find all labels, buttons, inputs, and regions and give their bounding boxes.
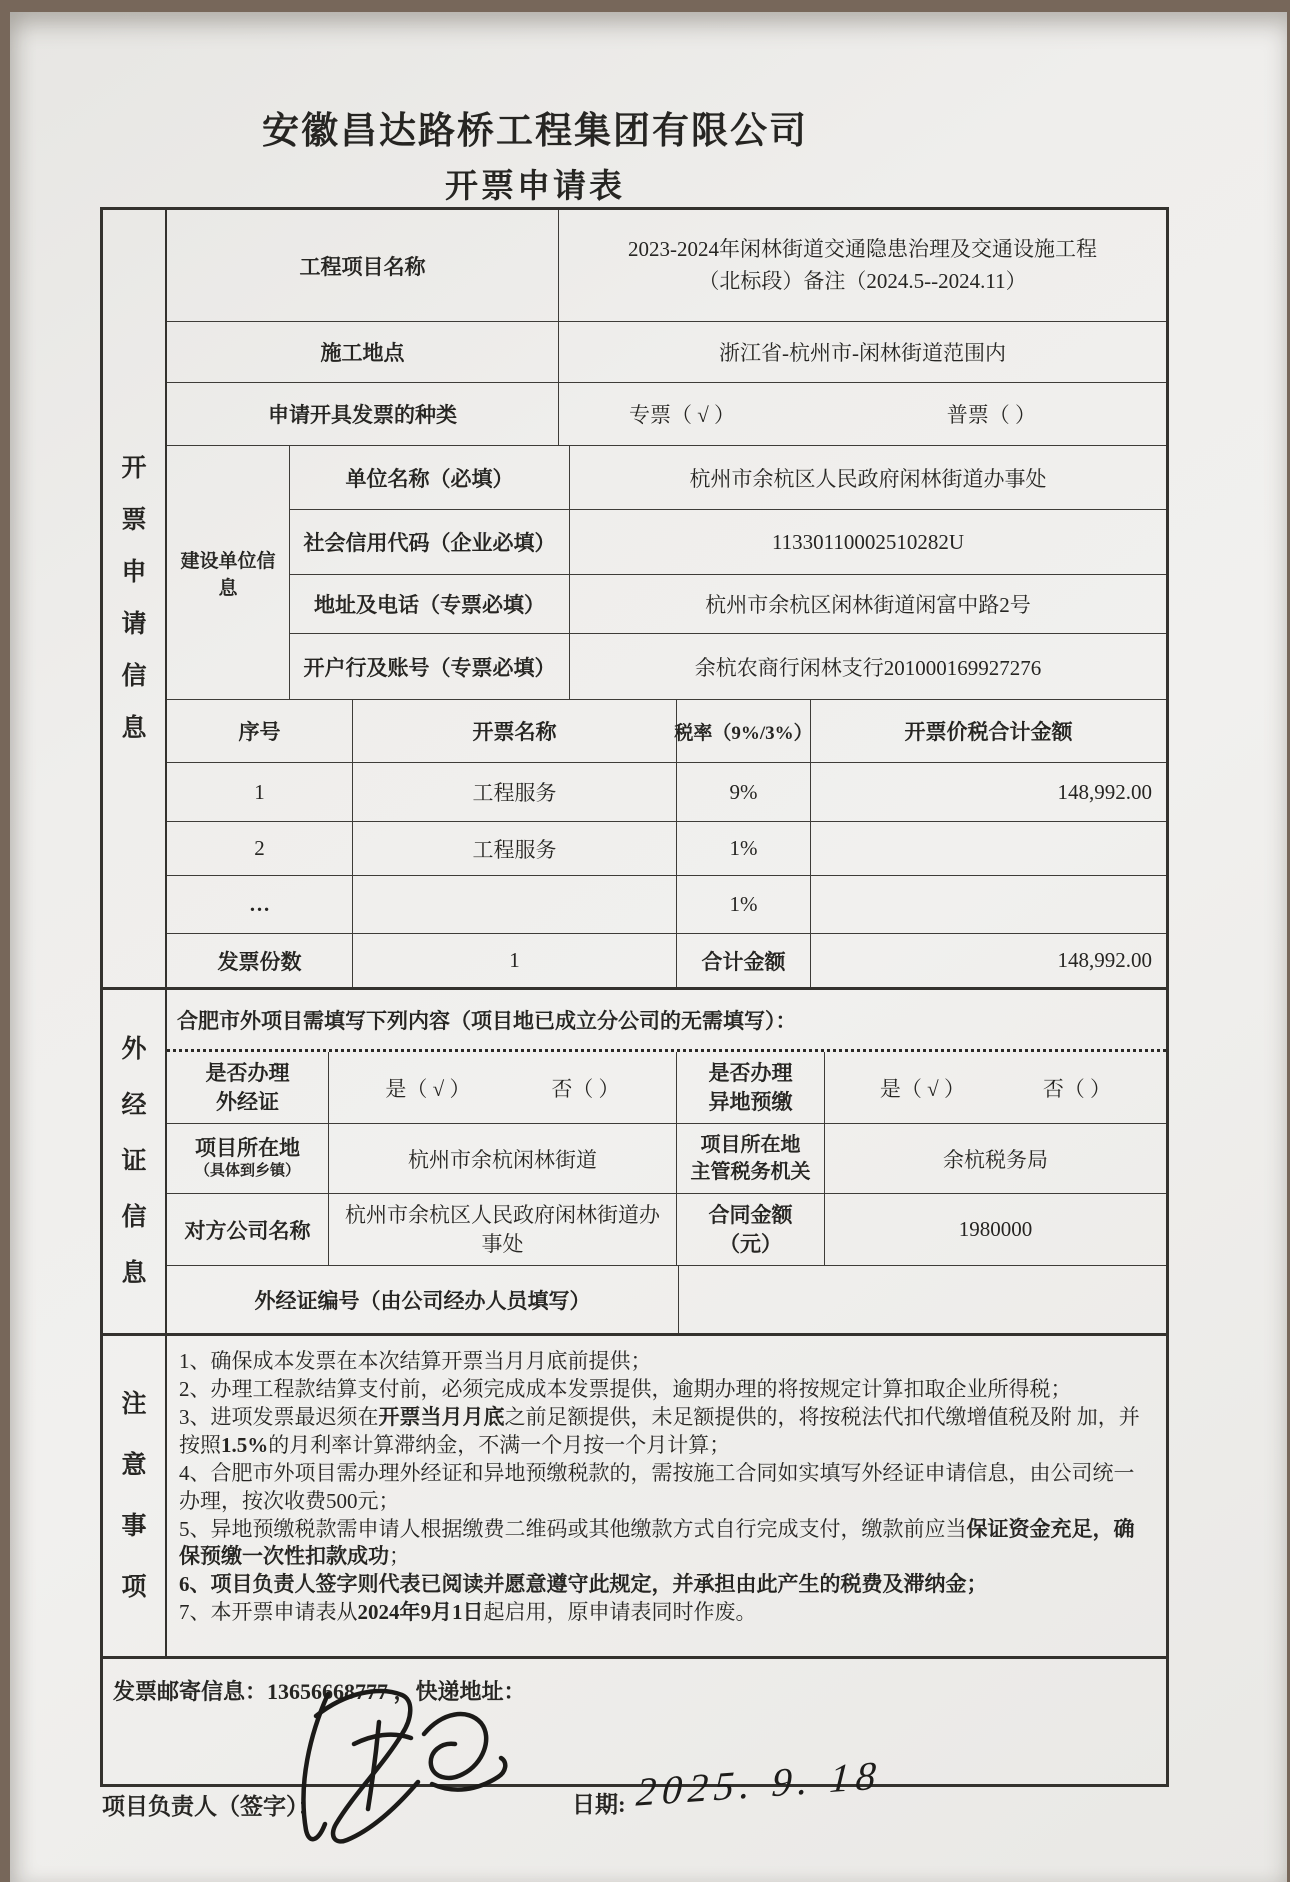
item-1-amount: 148,992.00 — [1057, 779, 1152, 804]
item-row-2 — [167, 822, 1166, 876]
note-line-4: 4、合肥市外项目需办理外经证和异地预缴税款的，需按施工合同如实填写外经证申请信息，由公司统一办理，按次收费500元； — [179, 1460, 1135, 1513]
items-header-amount: 开票价税合计金额 — [904, 720, 1073, 744]
form-title: 开票申请表 — [445, 167, 625, 204]
row-location-taxorg — [167, 1124, 1166, 1194]
item-row-ellipsis — [167, 876, 1166, 934]
note-line-6: 6、项目负责人签字则代表已阅读并愿意遵守此规定，并承担由此产生的税费及滞纳金； — [179, 1572, 988, 1597]
company-title: 安徽昌达路桥工程集团有限公司 — [262, 110, 808, 151]
document-header — [100, 100, 970, 207]
counterparty-value: 杭州市余杭区人民政府闲林街道办事处 — [329, 1194, 677, 1265]
waijing-header-text: 合肥市外项目需填写下列内容（项目地已成立分公司的无需填写）： — [177, 1008, 797, 1033]
cert-yes: 是（ √ ） — [385, 1076, 471, 1101]
mail-info-text: 发票邮寄信息：13656668777 ，快递地址： — [113, 1679, 526, 1704]
invoice-kind-label: 申请开具发票的种类 — [167, 383, 559, 445]
counterparty-label: 对方公司名称 — [167, 1194, 329, 1265]
unit-name-label: 单位名称（必填） — [290, 446, 570, 509]
invoice-kind-value — [559, 383, 1166, 445]
project-name-label: 工程项目名称 — [167, 210, 559, 321]
item-row-1 — [167, 763, 1166, 822]
builder-info-group-label: 建设单位信息 — [167, 446, 290, 699]
address-phone-value: 杭州市余杭区闲林街道闲富中路2号 — [705, 593, 1031, 617]
note-line-5: 5、异地预缴税款需申请人根据缴费二维码或其他缴款方式自行完成支付，缴款前应当保证资金充足，确保预缴一次性扣款成功； — [179, 1516, 1135, 1569]
unit-name-value: 杭州市余杭区人民政府闲林街道办事处 — [689, 466, 1047, 491]
invoice-application-table — [100, 207, 1169, 1787]
section-waijing-info — [103, 990, 1166, 1336]
copies-value: 1 — [353, 934, 677, 987]
credit-code-label: 社会信用代码（企业必填） — [290, 510, 570, 574]
row-credit-code — [290, 510, 1166, 575]
handwritten-date: 2025. 9. 18 — [634, 1752, 884, 1815]
location-label: 项目所在地 （具体到乡镇） — [167, 1124, 329, 1193]
items-header-row — [167, 700, 1166, 763]
section-apply-info — [103, 210, 1166, 990]
prepay-no: 否（ ） — [1042, 1076, 1112, 1101]
location-value: 杭州市余杭闲林街道 — [329, 1124, 677, 1193]
date-label: 日期: — [572, 1792, 626, 1817]
row-cert-number — [167, 1266, 1166, 1333]
cert-question-label: 是否办理 外经证 — [167, 1052, 329, 1123]
row-copies-total — [167, 934, 1166, 987]
note-line-7: 7、本开票申请表从2024年9月1日起启用，原申请表同时作废。 — [179, 1600, 757, 1625]
item-2-amount — [811, 822, 1166, 875]
cert-number-label: 外经证编号（由公司经办人员填写） — [167, 1266, 679, 1333]
credit-code-value: 11330110002510282U — [771, 529, 965, 554]
note-line-3: 3、进项发票最迟须在开票当月月底之前足额提供，未足额提供的，将按税法代扣代缴增值税及附 加，并按照1.5%的月利率计算滞纳金，不满一个月按一个月计算； — [179, 1404, 1140, 1457]
cert-number-value — [679, 1266, 1166, 1333]
items-header-rate: 税率（9%/3%） — [677, 700, 811, 762]
row-address-phone — [290, 575, 1166, 634]
signer-label: 项目负责人（签字）： — [102, 1794, 321, 1819]
side-label-notes: 注 意 事 项 — [103, 1336, 167, 1656]
prepay-answer — [825, 1052, 1166, 1123]
item-3-rate: 1% — [677, 876, 811, 933]
section-notes — [103, 1336, 1166, 1659]
waijing-header-row — [167, 990, 1166, 1052]
note-line-2: 2、办理工程款结算支付前，必须完成成本发票提供，逾期办理的将按规定计算扣取企业所得税； — [179, 1376, 1072, 1401]
site-label: 施工地点 — [167, 322, 559, 382]
item-1-no: 1 — [167, 763, 353, 821]
side-label-apply-info: 开 票 申 请 信 息 — [103, 210, 167, 987]
item-2-rate: 1% — [677, 822, 811, 875]
invoice-kind-special: 专票（ √ ） — [629, 403, 736, 427]
row-counterparty-contract — [167, 1194, 1166, 1266]
row-cert-prepay — [167, 1052, 1166, 1124]
row-bank-account — [290, 634, 1166, 699]
total-value: 148,992.00 — [1057, 948, 1152, 972]
row-invoice-kind — [167, 383, 1166, 446]
row-project-name — [167, 210, 1166, 322]
cert-no: 否（ ） — [551, 1076, 620, 1101]
side-label-waijing-info: 外 经 证 信 息 — [103, 990, 167, 1333]
bank-account-label: 开户行及账号（专票必填） — [290, 634, 570, 699]
bank-account-value: 余杭农商行闲林支行201000169927276 — [694, 655, 1042, 680]
note-line-1: 1、确保成本发票在本次结算开票当月月底前提供； — [179, 1349, 652, 1373]
invoice-kind-general: 普票（ ） — [946, 403, 1036, 427]
items-header-no: 序号 — [167, 700, 353, 762]
tax-organ-label: 项目所在地 主管税务机关 — [677, 1124, 825, 1193]
address-phone-label: 地址及电话（专票必填） — [290, 575, 570, 633]
contract-amount-label: 合同金额 （元） — [677, 1194, 825, 1265]
row-unit-name — [290, 446, 1166, 510]
item-3-name — [353, 876, 677, 933]
item-3-no: … — [167, 876, 353, 933]
copies-label: 发票份数 — [167, 934, 353, 987]
total-label: 合计金额 — [677, 934, 811, 987]
item-1-name: 工程服务 — [353, 763, 677, 821]
notes-body — [167, 1336, 1166, 1656]
contract-amount-value: 1980000 — [958, 1217, 1033, 1241]
items-header-name: 开票名称 — [353, 700, 677, 762]
project-name-value: 2023-2024年闲林街道交通隐患治理及交通设施工程 （北标段）备注（2024.5--2024.11） — [628, 237, 1097, 293]
item-3-amount — [811, 876, 1166, 933]
handwritten-signature — [282, 1672, 512, 1857]
prepay-question-label: 是否办理 异地预缴 — [677, 1052, 825, 1123]
cert-answer — [329, 1052, 677, 1123]
item-2-name: 工程服务 — [353, 822, 677, 875]
site-value: 浙江省-杭州市-闲林街道范围内 — [719, 341, 1006, 365]
row-construction-site — [167, 322, 1166, 383]
item-1-rate: 9% — [677, 763, 811, 821]
prepay-yes: 是（ √ ） — [879, 1076, 965, 1101]
section-mail-info — [103, 1659, 1166, 1784]
item-2-no: 2 — [167, 822, 353, 875]
tax-organ-value: 余杭税务局 — [943, 1147, 1048, 1172]
